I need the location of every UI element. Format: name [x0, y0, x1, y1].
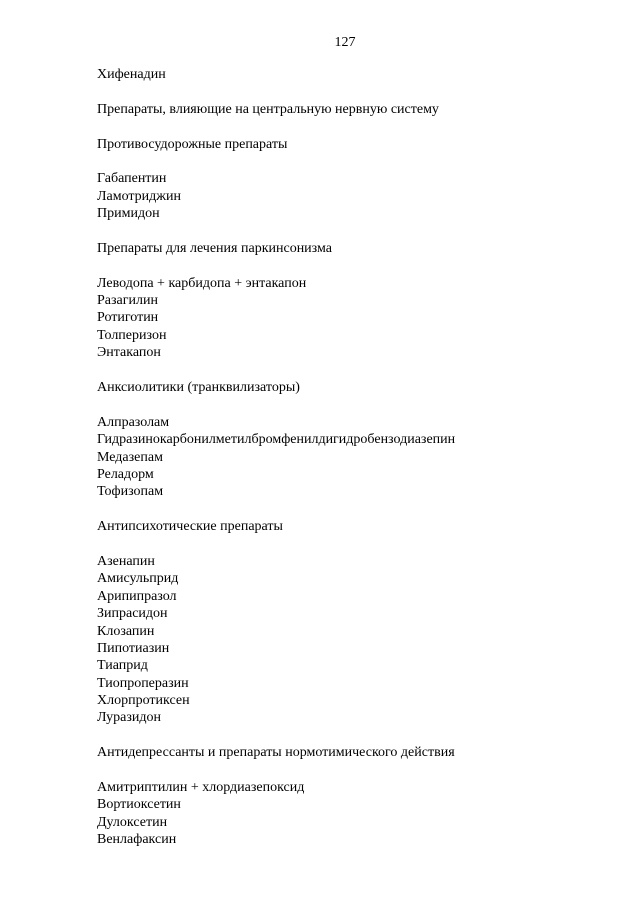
section-heading: Антидепрессанты и препараты нормотимического действия: [97, 745, 455, 761]
list-item: Тиопроперазин: [97, 675, 189, 691]
list-item: Энтакапон: [97, 345, 161, 361]
section-heading: Препараты, влияющие на центральную нервную систему: [97, 101, 439, 117]
list-item: Примидон: [97, 206, 160, 222]
list-item: Ламотриджин: [97, 188, 181, 204]
list-item: Ротиготин: [97, 310, 159, 326]
section-heading: Хифенадин: [97, 67, 166, 82]
list-item: Тиаприд: [97, 658, 148, 674]
list-item: Луразидон: [97, 710, 161, 726]
list-item: Разагилин: [97, 293, 158, 309]
list-item: Пипотиазин: [97, 640, 170, 656]
list-item: Арипипразол: [97, 588, 177, 604]
document-body: [97, 66, 617, 849]
section-heading: Антипсихотические препараты: [97, 519, 283, 535]
section-heading: Противосудорожные препараты: [97, 136, 288, 152]
list-item: Амисульприд: [97, 571, 179, 587]
list-item: Медазепам: [97, 449, 163, 465]
list-item: Леводопа + карбидопа + энтакапон: [97, 275, 307, 291]
list-item: Алпразолам: [97, 414, 170, 430]
list-item: Зипрасидон: [97, 606, 168, 622]
list-item: Азенапин: [97, 553, 155, 569]
list-item: Дулоксетин: [97, 814, 168, 830]
page-number: 127: [334, 35, 356, 50]
list-item: Толперизон: [97, 327, 167, 343]
list-item: Габапентин: [97, 171, 167, 187]
list-item: Венлафаксин: [97, 832, 177, 848]
list-item: Амитриптилин + хлордиазепоксид: [97, 780, 305, 796]
section-heading: Препараты для лечения паркинсонизма: [97, 240, 332, 256]
list-item: Клозапин: [97, 623, 155, 639]
list-item: Гидразинокарбонилметилбромфенилдигидробензодиазепин: [97, 432, 456, 448]
section-heading: Анксиолитики (транквилизаторы): [97, 380, 300, 396]
list-item: Вортиоксетин: [97, 797, 181, 813]
list-item: Тофизопам: [97, 484, 164, 500]
list-item: Реладорм: [97, 466, 154, 482]
list-item: Хлорпротиксен: [97, 693, 190, 709]
